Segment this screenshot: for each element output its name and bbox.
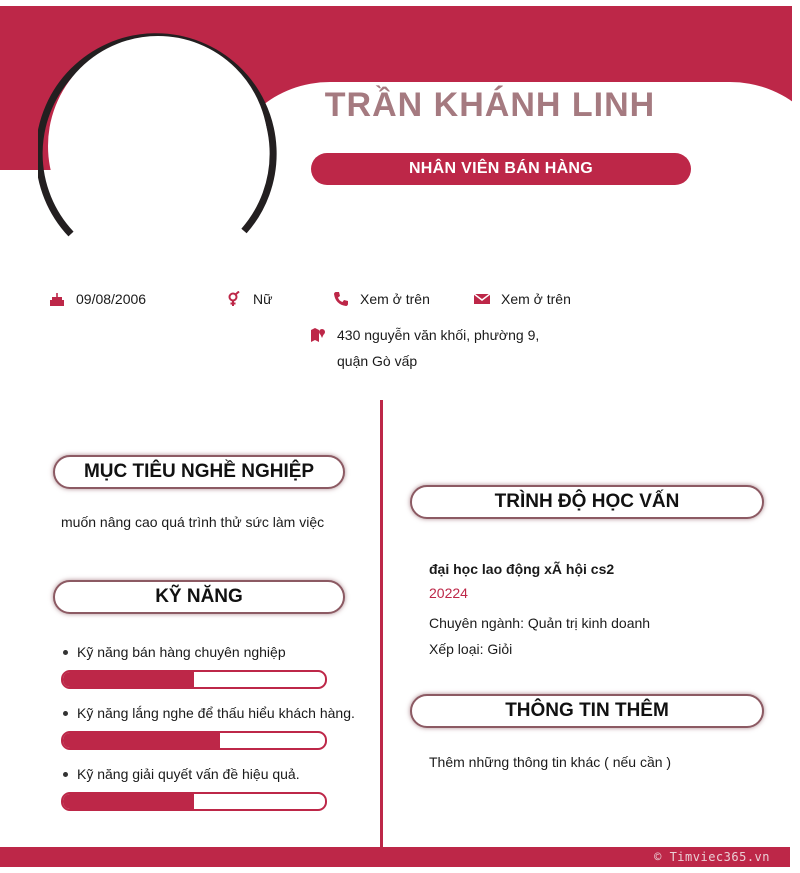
skill-level-bar	[61, 731, 327, 750]
skill-label: Kỹ năng lắng nghe để thấu hiểu khách hàng.	[77, 705, 355, 721]
skill-label: Kỹ năng bán hàng chuyên nghiệp	[77, 644, 286, 660]
skill-level-fill	[63, 672, 194, 687]
avatar-photo	[50, 38, 268, 256]
phone-value: Xem ở trên	[360, 291, 430, 307]
skill-item	[63, 705, 355, 721]
email-item	[473, 290, 571, 308]
extra-info-heading	[410, 694, 764, 728]
education-year: 20224	[429, 585, 468, 601]
birthdate-value: 09/08/2006	[76, 291, 147, 307]
footer-bar	[0, 847, 790, 867]
bullet-icon	[63, 650, 68, 655]
bullet-icon	[63, 772, 68, 777]
job-title: NHÂN VIÊN BÁN HÀNG	[408, 160, 594, 177]
email-icon	[473, 290, 491, 308]
candidate-name: TRẦN KHÁNH LINH	[324, 86, 656, 124]
skill-level-bar	[61, 670, 327, 689]
education-heading	[410, 485, 764, 519]
gender-icon	[225, 290, 243, 308]
extra-info-title: THÔNG TIN THÊM	[505, 700, 669, 721]
education-title: TRÌNH ĐỘ HỌC VẤN	[494, 491, 680, 512]
skill-level-bar	[61, 792, 327, 811]
address-value	[337, 322, 539, 374]
skill-level-fill	[63, 733, 220, 748]
birthdate-item	[48, 290, 146, 308]
gender-item	[225, 290, 272, 308]
extra-info-text: Thêm những thông tin khác ( nếu cần )	[429, 754, 672, 770]
education-major: Chuyên ngành: Quản trị kinh doanh	[429, 615, 651, 631]
objective-title: MỤC TIÊU NGHỀ NGHIỆP	[83, 461, 315, 482]
map-marker-icon	[309, 326, 327, 344]
phone-icon	[332, 290, 350, 308]
job-title-pill	[311, 153, 691, 185]
footer-watermark: © Timviec365.vn	[654, 850, 770, 864]
skills-title: KỸ NĂNG	[155, 586, 243, 607]
bullet-icon	[63, 711, 68, 716]
skill-item	[63, 766, 300, 782]
email-value: Xem ở trên	[501, 291, 571, 307]
skill-level-fill	[63, 794, 194, 809]
address-line-2: quận Gò vấp	[337, 353, 418, 369]
objective-text: muốn nâng cao quá trình thử sức làm việc	[61, 514, 325, 530]
school-name: đại học lao động xÃ hội cs2	[429, 561, 615, 577]
skill-label: Kỹ năng giải quyết vấn đề hiệu quả.	[77, 766, 300, 782]
skill-item	[63, 644, 286, 660]
column-divider	[380, 400, 383, 848]
skills-heading	[53, 580, 345, 614]
gender-value: Nữ	[253, 291, 273, 307]
birthday-cake-icon	[48, 290, 66, 308]
objective-heading	[53, 455, 345, 489]
education-grade: Xếp loại: Giỏi	[429, 641, 513, 657]
phone-item	[332, 290, 430, 308]
address-line-1: 430 nguyễn văn khối, phường 9,	[337, 327, 540, 343]
address-item	[309, 326, 539, 374]
avatar[interactable]	[38, 26, 280, 268]
